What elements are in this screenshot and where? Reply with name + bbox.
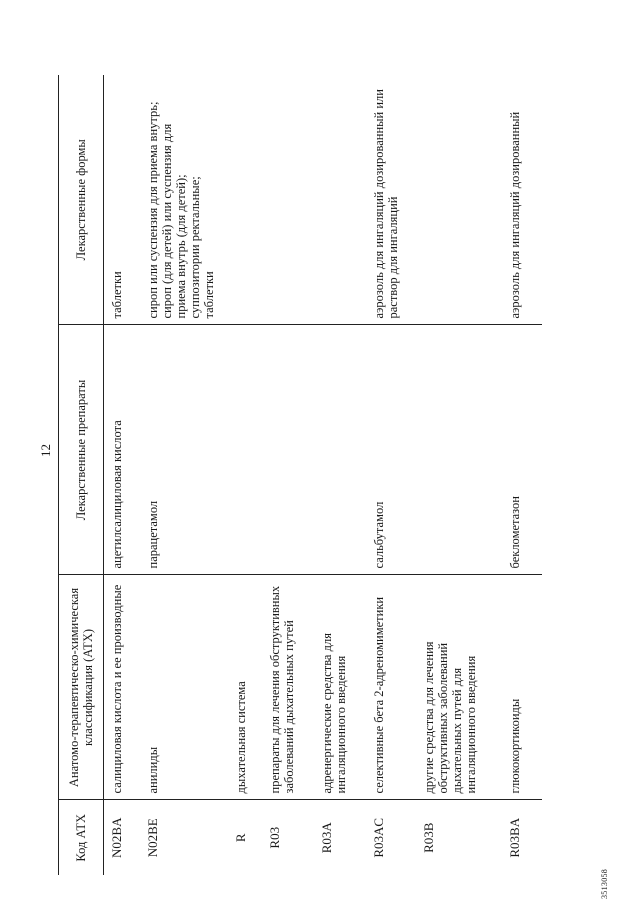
cell-classification-line: дыхательная система [233,681,248,794]
cell-code: R03B [420,822,436,853]
cell-drug [104,325,140,575]
cell-forms [502,75,542,325]
document-id: 3513058 [600,868,609,899]
cell-classification [228,575,262,800]
cell-drug-line: беклометазон [507,496,522,569]
cell-forms [416,75,502,325]
table-body [104,75,542,875]
cell-forms-line: сироп (для детей) или суспензия для [159,123,174,319]
atx-table [58,75,542,875]
cell-forms-line: аэрозоль для ингаляций дозированный [507,111,522,319]
cell-classification-line: ингаляционного введения [333,655,348,794]
cell-classification-line: селективные бета 2-адреномиметики [371,596,386,794]
cell-classification-line: салициловая кислота и ее производные [110,584,124,794]
cell-forms-line: раствор для ингаляций [385,196,400,319]
cell-code: R03A [318,822,334,854]
table-row [228,75,262,875]
cell-classification [140,575,228,800]
cell-drug [140,325,228,575]
cell-code: R03BA [506,817,522,858]
cell-code: N02BA [109,817,124,858]
cell-classification-line: обструктивных заболеваний [435,642,450,794]
cell-forms [140,75,228,325]
cell-code: R03AC [370,817,386,858]
header-code: Код АТХ [59,800,104,875]
header-forms: Лекарственные формы [59,75,104,325]
cell-classification [104,575,140,800]
cell-classification-line: адренергические средства для [319,633,334,794]
cell-classification-line: препараты для лечения обструктивных [267,585,282,794]
cell-drug-line: сальбутамол [371,501,386,569]
cell-classification [366,575,416,800]
cell-drug-line: ацетилсалициловая кислота [110,420,124,569]
cell-drug [314,325,366,575]
cell-forms [314,75,366,325]
cell-classification [502,575,542,800]
cell-drug [416,325,502,575]
cell-forms-line: сироп или суспензия для приема внутрь; [145,101,160,319]
table-row [262,75,314,875]
cell-code: R [232,833,248,843]
cell-classification-line: глюкокортикоиды [507,698,522,794]
cell-code: R03 [266,826,282,849]
cell-forms-line: суппозитории ректальные; [187,176,202,319]
table-row [502,75,542,875]
table-row [140,75,228,875]
cell-classification [262,575,314,800]
cell-classification [314,575,366,800]
cell-code: N02BE [144,818,160,858]
cell-drug [366,325,416,575]
cell-classification [416,575,502,800]
cell-classification-line: заболеваний дыхательных путей [281,620,296,794]
page-number: 12 [38,444,53,457]
table-header [59,75,104,875]
cell-forms-line: приема внутрь (для детей); [173,174,188,319]
cell-forms-line: аэрозоль для ингаляций дозированный или [371,89,386,319]
cell-drug [228,325,262,575]
cell-forms [228,75,262,325]
cell-drug [262,325,314,575]
table-row [314,75,366,875]
cell-drug [502,325,542,575]
cell-classification-line: другие средства для лечения [421,641,436,794]
cell-forms [104,75,140,325]
cell-classification-line: дыхательных путей для [449,667,464,794]
header-drugs: Лекарственные препараты [59,325,104,575]
cell-forms [366,75,416,325]
cell-forms-line: таблетки [110,271,124,319]
cell-forms [262,75,314,325]
header-classification: Анатомо-терапевтическо-химическая классификация (АТХ) [59,575,104,800]
table-row [416,75,502,875]
cell-drug-line: парацетамол [145,500,160,569]
table-row [104,75,140,875]
cell-classification-line: ингаляционного введения [463,655,478,794]
table-row [366,75,416,875]
cell-classification-line: анилиды [145,746,160,794]
cell-forms-line: таблетки [201,271,216,319]
